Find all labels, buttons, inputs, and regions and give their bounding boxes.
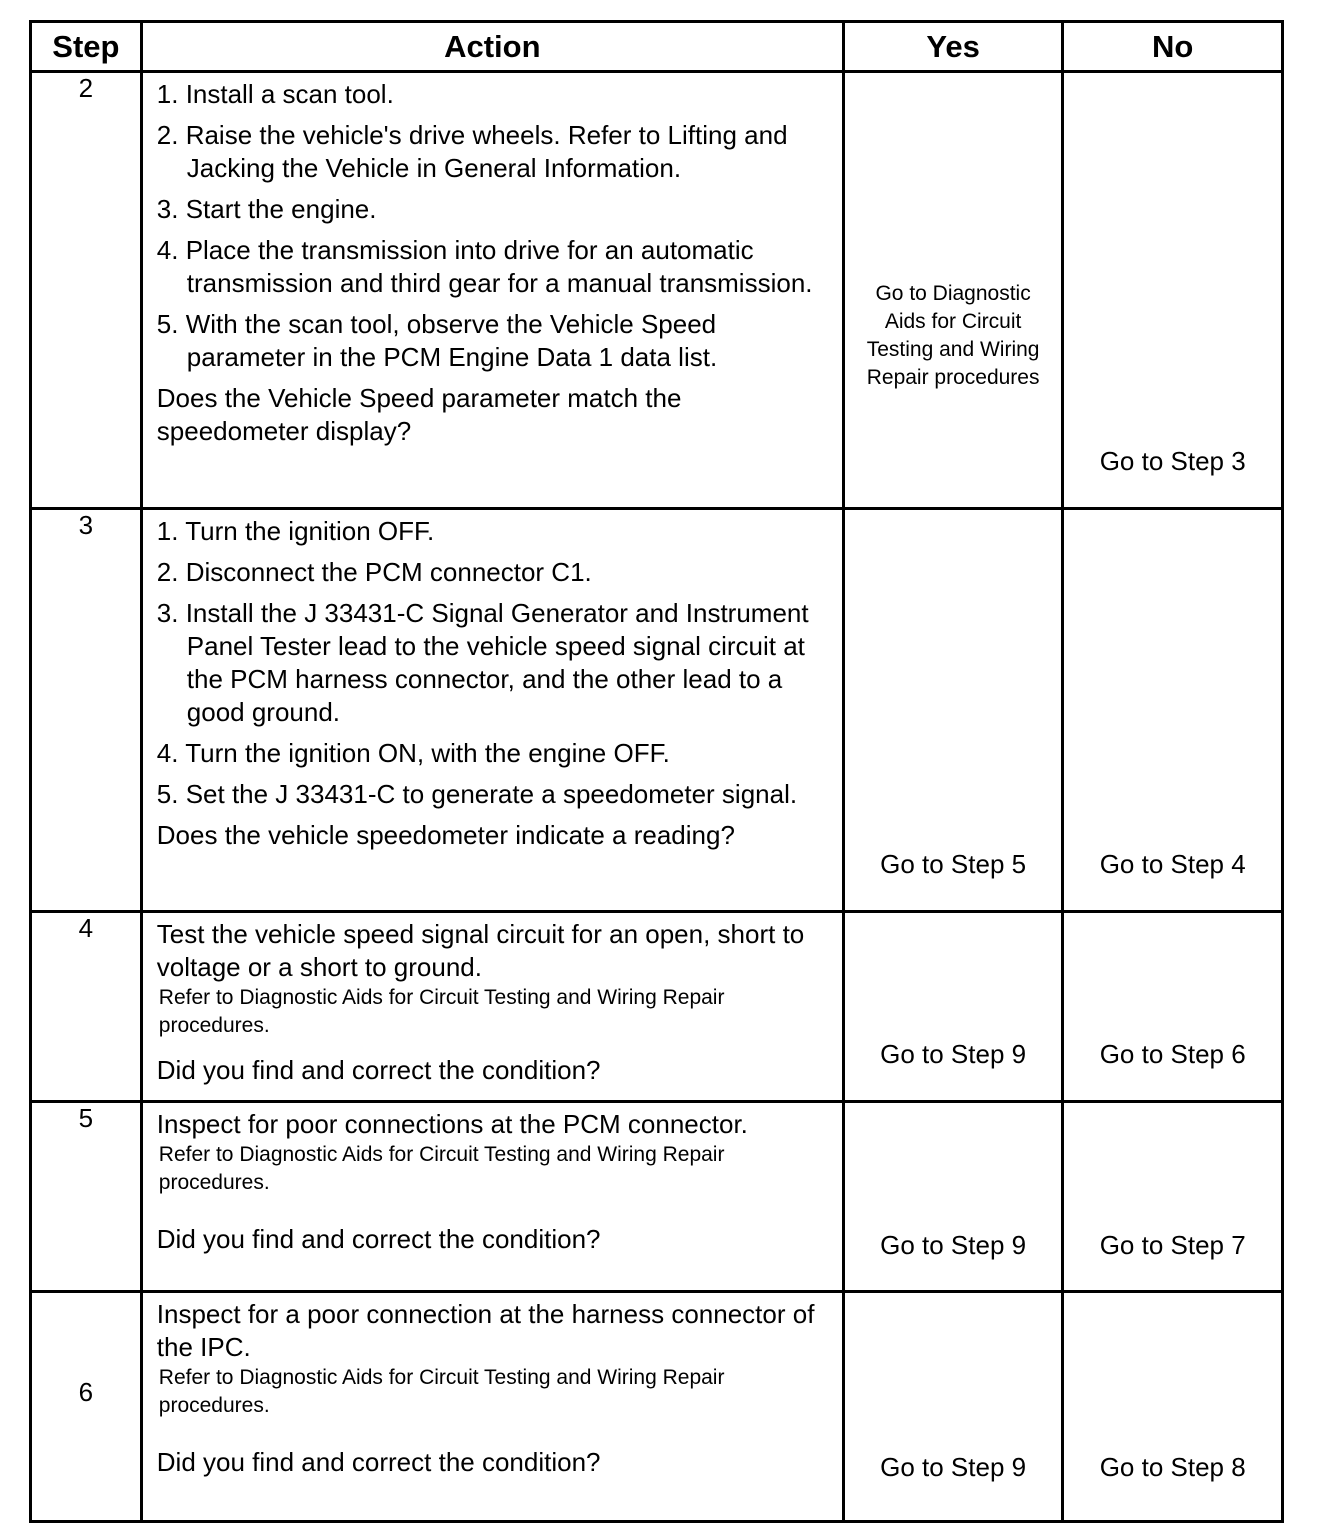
yes-answer: Go to Diagnostic Aids for Circuit Testing and Wiring Repair procedures bbox=[866, 282, 1040, 389]
no-cell bbox=[1063, 1292, 1283, 1522]
table-row bbox=[31, 72, 1283, 509]
reference-note: Refer to Diagnostic Aids for Circuit Testing and Wiring Repair procedures. bbox=[158, 1143, 725, 1194]
action-text: Inspect for poor connections at the PCM connector. bbox=[156, 1109, 748, 1139]
action-question: Does the vehicle speedometer indicate a reading? bbox=[156, 820, 735, 850]
header-yes: Yes bbox=[843, 22, 1063, 72]
no-answer: Go to Step 4 bbox=[1099, 849, 1246, 879]
step-number: 2 bbox=[31, 72, 142, 509]
action-question: Did you find and correct the condition? bbox=[156, 1224, 601, 1254]
header-step: Step bbox=[31, 22, 142, 72]
step-number: 4 bbox=[31, 912, 142, 1102]
action-cell bbox=[141, 912, 843, 1102]
step-number: 5 bbox=[31, 1102, 142, 1292]
table-row bbox=[31, 509, 1283, 912]
action-cell bbox=[141, 1102, 843, 1292]
no-cell bbox=[1063, 912, 1283, 1102]
no-cell bbox=[1063, 509, 1283, 912]
yes-cell bbox=[843, 1292, 1063, 1522]
header-row bbox=[31, 22, 1283, 72]
table-row bbox=[31, 912, 1283, 1102]
yes-cell bbox=[843, 72, 1063, 509]
action-item: 3. Start the engine. bbox=[156, 194, 377, 224]
yes-cell bbox=[843, 912, 1063, 1102]
action-question: Did you find and correct the condition? bbox=[156, 1055, 601, 1085]
action-item: 1. Turn the ignition OFF. bbox=[156, 516, 435, 546]
step-number: 3 bbox=[31, 509, 142, 912]
yes-answer: Go to Step 9 bbox=[880, 1452, 1027, 1482]
diagnostic-table bbox=[29, 20, 1284, 1523]
no-answer: Go to Step 8 bbox=[1099, 1452, 1246, 1482]
action-question: Does the Vehicle Speed parameter match the speedometer display? bbox=[156, 383, 682, 446]
action-item: 2. Disconnect the PCM connector C1. bbox=[156, 557, 592, 587]
table-row bbox=[31, 1102, 1283, 1292]
yes-answer: Go to Step 9 bbox=[880, 1230, 1027, 1260]
no-answer: Go to Step 7 bbox=[1099, 1230, 1246, 1260]
action-cell bbox=[141, 1292, 843, 1522]
no-answer: Go to Step 6 bbox=[1099, 1039, 1246, 1069]
yes-answer: Go to Step 9 bbox=[880, 1039, 1027, 1069]
action-item: 1. Install a scan tool. bbox=[156, 79, 394, 109]
action-cell bbox=[141, 509, 843, 912]
action-text: Test the vehicle speed signal circuit for an open, short to voltage or a short to ground. bbox=[156, 919, 805, 982]
yes-cell bbox=[843, 1102, 1063, 1292]
action-question: Did you find and correct the condition? bbox=[156, 1447, 601, 1477]
reference-note: Refer to Diagnostic Aids for Circuit Testing and Wiring Repair procedures. bbox=[158, 1366, 725, 1417]
yes-cell bbox=[843, 509, 1063, 912]
action-item: 5. Set the J 33431-C to generate a speedometer signal. bbox=[156, 779, 798, 809]
action-item: 3. Install the J 33431-C Signal Generator and Instrument Panel Tester lead to the vehicle speed signal circuit at the PCM harness connector, and the other lead to a good ground. bbox=[156, 598, 809, 727]
action-item: 4. Place the transmission into drive for an automatic transmission and third gear for a manual transmission. bbox=[156, 235, 813, 298]
action-item: 2. Raise the vehicle's drive wheels. Refer to Lifting and Jacking the Vehicle in General Information. bbox=[156, 120, 788, 183]
header-action: Action bbox=[141, 22, 843, 72]
no-answer: Go to Step 3 bbox=[1099, 446, 1246, 476]
table-row bbox=[31, 1292, 1283, 1522]
reference-note: Refer to Diagnostic Aids for Circuit Testing and Wiring Repair procedures. bbox=[158, 986, 725, 1037]
action-item: 4. Turn the ignition ON, with the engine OFF. bbox=[156, 738, 670, 768]
action-text: Inspect for a poor connection at the harness connector of the IPC. bbox=[156, 1299, 815, 1362]
step-number: 6 bbox=[31, 1292, 142, 1522]
action-cell bbox=[141, 72, 843, 509]
action-item: 5. With the scan tool, observe the Vehicle Speed parameter in the PCM Engine Data 1 data list. bbox=[156, 309, 718, 372]
header-no: No bbox=[1063, 22, 1283, 72]
yes-answer: Go to Step 5 bbox=[880, 849, 1027, 879]
no-cell bbox=[1063, 72, 1283, 509]
no-cell bbox=[1063, 1102, 1283, 1292]
